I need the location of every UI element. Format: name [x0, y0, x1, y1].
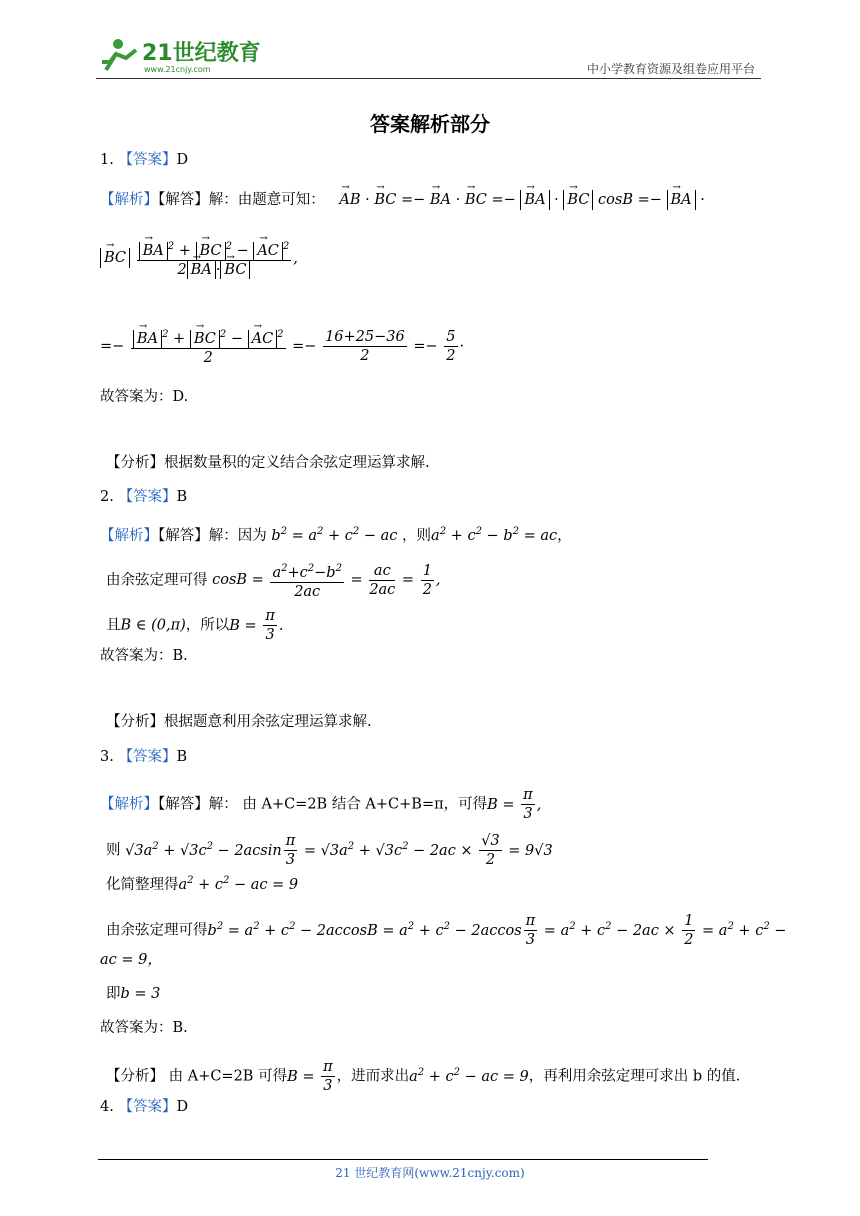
q3-solution-line5: ac = 9， — [100, 952, 162, 968]
q1-analysis: 【分析】根据数量积的定义结合余弦定理运算求解. — [106, 455, 430, 471]
footer-divider — [98, 1159, 708, 1160]
q1-solution-line3: =− → $\frac{BA ^2 + \to BC ^2 - \to AC ^2}{2}$ =− $\frac{16+25-36}{2}$ =− $\frac{5}{2}$ · — [100, 326, 464, 367]
page-title: 答案解析部分 — [370, 112, 490, 136]
q3-solution-line3: 化简整理得$a^2 + c^2$ − ac = 9 — [106, 875, 299, 893]
q2-solution-line1: 【解析】【解答】解：因为 $b^2 = a^2 + c^2$ − ac ，则$a^2 + c^2 - b^2$ = ac， — [100, 526, 572, 544]
q3-solution-line2: 则 $√3a^2 + √3c^2 - 2acsin$ $\frac{\pi}{3}$ = $√3a^2 + √3c^2 - 2ac$ × $\frac{√3}{2}$ = 9√3 — [106, 833, 553, 868]
header-site-name: 中小学教育资源及组卷应用平台 — [586, 62, 755, 76]
q1-solution-line2: → BC → $\frac{BA ^2 + \to BC ^2 - \to AC ^2}{2\to BA \cdot\to BC}$ , — [100, 238, 298, 279]
site-logo — [96, 36, 261, 80]
header-divider — [96, 78, 761, 79]
q2-solution-line2: 由余弦定理可得 cosB = $\frac{a^2+c^2-b^2}{2ac}$ = $\frac{ac}{2ac}$ = $\frac{1}{2}$ , — [106, 560, 441, 601]
q1-answer: 1. 【答案】D — [100, 152, 189, 168]
q3-answer: 3. 【答案】B — [100, 749, 188, 765]
q2-conclusion: 故答案为：B. — [100, 648, 188, 664]
q2-answer: 2. 【答案】B — [100, 489, 188, 505]
q3-analysis: 【分析】 由 A+C=2B 可得B = $\frac{\pi}{3}$ ，进而求出$a^2 + c^2$ − ac = 9，再利用余弦定理可求出 b 的值. — [106, 1059, 741, 1094]
q3-solution-line1: 【解析】【解答】解： 由 A+C=2B 结合 A+C+B=π，可得B = $\frac{\pi}{3}$ , — [100, 787, 542, 822]
q1-conclusion: 故答案为：D. — [100, 389, 189, 405]
logo-url: www.21cnjy.com — [144, 65, 211, 74]
q3-solution-line6: 即b = 3 — [106, 986, 161, 1002]
logo-text: 21世纪教育 — [142, 41, 261, 66]
q3-conclusion: 故答案为：B. — [100, 1020, 188, 1036]
q3-solution-line4: 由余弦定理可得$b^2 = a^2 + c^2 - 2accosB = a^2 + c^2 - 2accos$ $\frac{\pi}{3}$ = $a^2 + c^2 - 2ac$ × $\frac{1}{2}$ = $a^2 + c^2$ − — [106, 913, 787, 948]
q1-solution-line1: 【解析】【解答】解：由题意可知： → AB · → BC =− → BA · → BC =− → BA · → BC cosB =− → BA · — [100, 190, 705, 210]
q2-solution-line3: 且B ∈ (0,π)，所以B = $\frac{\pi}{3}$ . — [106, 608, 284, 643]
q2-analysis: 【分析】根据题意利用余弦定理运算求解. — [106, 714, 372, 730]
q4-answer: 4. 【答案】D — [100, 1099, 189, 1115]
footer-link[interactable]: 21 世纪教育网(www.21cnjy.com) — [335, 1166, 525, 1180]
